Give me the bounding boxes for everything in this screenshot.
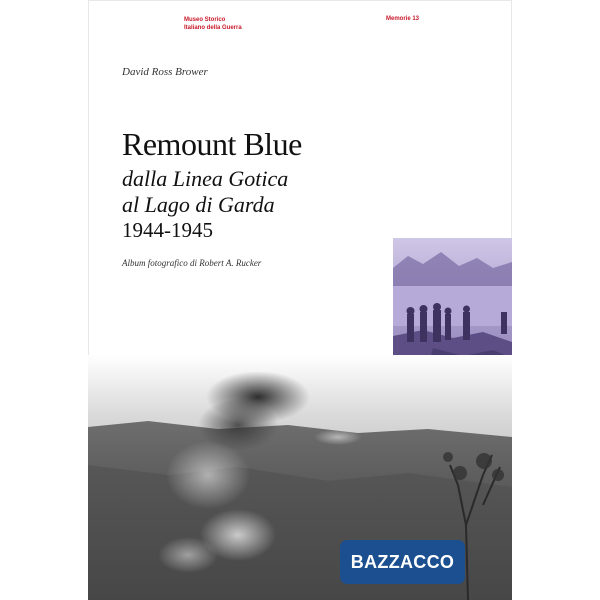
publisher-badge — [340, 540, 465, 584]
publisher-name: BAZZACCO — [350, 551, 455, 572]
author-name: David Ross Brower — [122, 66, 208, 78]
album-credit: Album fotografico di Robert A. Rucker — [122, 258, 262, 268]
subtitle-line-1: dalla Linea Gotica — [122, 166, 289, 191]
museum-line-1: Museo Storico — [184, 17, 226, 23]
subtitle-line-2: al Lago di Garda — [122, 192, 275, 217]
book-cover — [88, 0, 512, 600]
series-label: Memorie 13 — [386, 16, 420, 22]
book-subtitle — [122, 166, 288, 218]
book-title: Remount Blue — [122, 126, 302, 162]
museum-label — [184, 16, 242, 32]
museum-line-2: Italiano della Guerra — [184, 25, 242, 31]
book-years: 1944-1945 — [122, 218, 213, 242]
